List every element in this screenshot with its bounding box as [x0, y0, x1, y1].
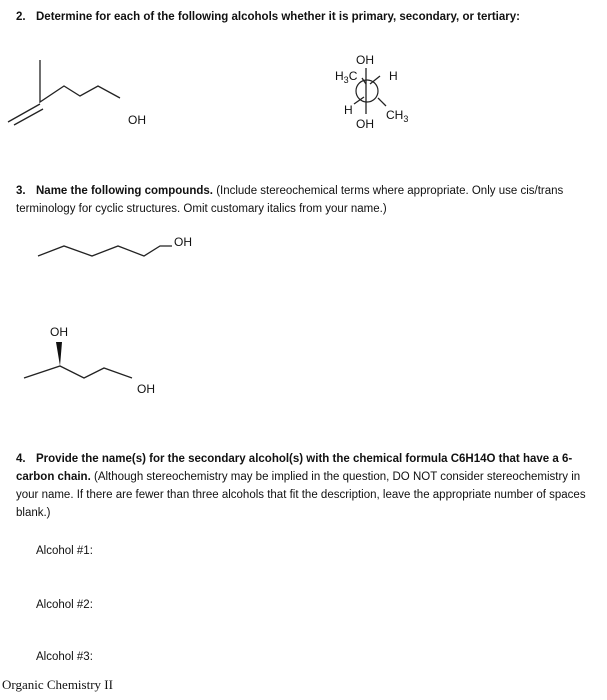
q2-struct2-h3c: $H_3C$	[335, 69, 358, 85]
question-4-heading: Provide the name(s) for the secondary alcohol(s) with the chemical formula C6H14O that have a 6-carbon chain.	[16, 453, 573, 483]
q2-struct2-ch3: $CH_3$	[386, 108, 409, 124]
q2-struct2-top-oh: OH	[356, 53, 374, 67]
q3-struct2-bottom-oh: OH	[137, 382, 155, 396]
alcohol-1-label: Alcohol #1:	[36, 545, 93, 557]
q2-struct1-oh-label: OH	[128, 113, 146, 127]
q2-struct2-bottom-oh: OH	[356, 117, 374, 131]
wedge-bond	[56, 342, 62, 366]
q3-struct2-top-oh: OH	[50, 325, 68, 339]
question-3-note: (Include stereochemical terms where appropriate. Only use cis/trans terminology for cyclic structures. Omit customary italics from your name.)	[16, 185, 564, 215]
q2-struct2-h-right: H	[389, 69, 398, 83]
alcohol-2-label: Alcohol #2:	[36, 599, 93, 611]
question-4-note: (Although stereochemistry may be implied in the question, DO NOT consider stereochemistry in your name. If there are fewer than three alcohols that fit the description, leave the appropriate number of spaces blank.)	[16, 471, 586, 519]
question-3-number: 3.	[16, 185, 26, 197]
q3-struct1-oh-label: OH	[174, 235, 192, 249]
q2-struct2-h-left: H	[344, 103, 353, 117]
question-2-text: Determine for each of the following alcohols whether it is primary, secondary, or tertiary:	[36, 11, 520, 23]
alcohol-3-label: Alcohol #3:	[36, 651, 93, 663]
question-2-number: 2.	[16, 11, 26, 23]
footer-course-title: Organic Chemistry II	[2, 677, 113, 692]
question-3-heading: Name the following compounds.	[36, 185, 213, 197]
question-4	[16, 450, 588, 522]
question-4-number: 4.	[16, 453, 26, 465]
